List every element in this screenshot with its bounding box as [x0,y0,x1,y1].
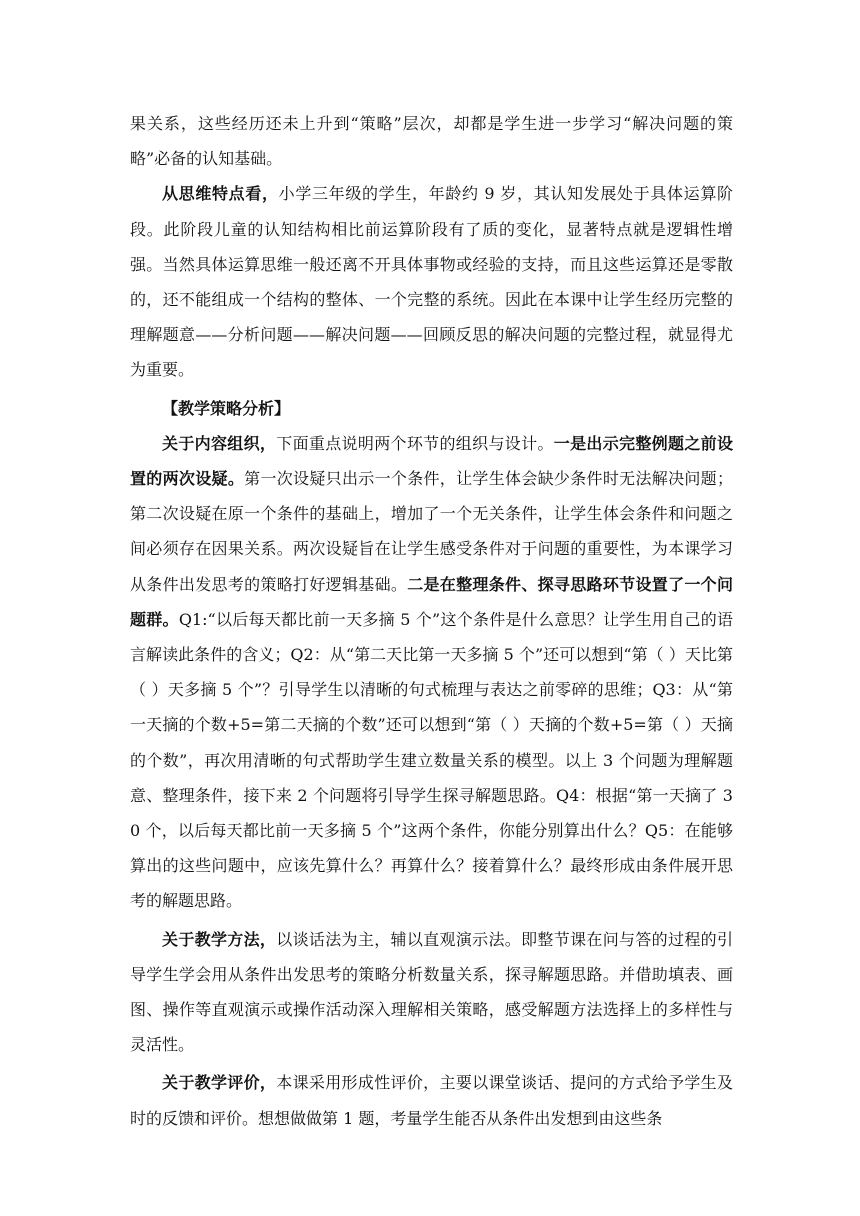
paragraph-text: 第一次设疑只出示一个条件，让学生体会缺少条件时无法解决问题；第二次设疑在原一个条件的基础上，增加了一个无关条件，让学生体会条件和问题之间必须存在因果关系。两次设疑旨在让学生感受条件对于问题的重要性，为本课学习从条件出发思考的策略打好逻辑基础。 [130,469,733,594]
paragraph-emphasis: 一是出示完整例题之前设置的两次设疑。 [130,433,733,489]
paragraph-lead: 关于内容组织， [162,433,277,453]
paragraph-continuation [130,106,733,176]
paragraph-lead: 关于教学方法， [162,929,277,949]
document-page [130,106,733,1136]
paragraph-lead: 从思维特点看， [162,184,279,204]
paragraph-text: 下面重点说明两个环节的组织与设计。 [276,433,554,453]
paragraph-thinking-characteristics [130,176,733,387]
paragraph-text: 小学三年级的学生，年龄约 9 岁，其认知发展处于具体运算阶段。此阶段儿童的认知结构相比前运算阶段有了质的变化，显著特点就是逻辑性增强。当然具体运算思维一般还离不开具体事物或经验的支持，而且这些运算还是零散的，还不能组成一个结构的整体、一个完整的系统。因此在本课中让学生经历完整的理解题意——分析问题——解决问题——回顾反思的解决问题的完整过程，就显得尤为重要。 [130,184,733,380]
paragraph-text: Q1:“以后每天都比前一天多摘 5 个”这个条件是什么意思？让学生用自己的语言解读此条件的含义；Q2：从“第二天比第一天多摘 5 个”还可以想到“第（ ）天比第（ ）天多摘 5 个”？引导学生以清晰的句式梳理与表达之前零碎的思维；Q3：从“第一天摘的个数+5=第二天摘的个数”还可以想到“第（ ）天摘的个数+5=第（ ）天摘的个数”，再次用清晰的句式帮助学生建立数量关系的模型。以上 3 个问题为理解题意、整理条件，接下来 2 个问题将引导学生探寻解题思路。Q4：根据“第一天摘了 30 个，以后每天都比前一天多摘 5 个”这两个条件，你能分别算出什么？Q5：在能够算出的这些问题中，应该先算什么？再算什么？接着算什么？最终形成由条件展开思考的解题思路。 [130,609,733,911]
paragraph-text: 以谈话法为主，辅以直观演示法。即整节课在问与答的过程的引导学生学会用从条件出发思考的策略分析数量关系，探寻解题思路。并借助填表、画图、操作等直观演示或操作活动深入理解相关策略，感受解题方法选择上的多样性与灵活性。 [130,929,733,1055]
paragraph-text: 本课采用形成性评价，主要以课堂谈话、提问的方式给予学生及时的反馈和评价。想想做做第 1 题，考量学生能否从条件出发想到由这些条 [130,1073,733,1128]
paragraph-text: 果关系，这些经历还未上升到“策略”层次，却都是学生进一步学习“解决问题的策略”必备的认知基础。 [130,114,733,169]
paragraph-content-organization [130,426,733,919]
section-heading: 【教学策略分析】 [162,398,291,418]
paragraph-teaching-methods [130,922,733,1063]
paragraph-emphasis: 二是在整理条件、探寻思路环节设置了一个问题群。 [130,574,733,629]
paragraph-lead: 关于教学评价， [162,1073,277,1093]
paragraph-teaching-evaluation [130,1065,733,1135]
